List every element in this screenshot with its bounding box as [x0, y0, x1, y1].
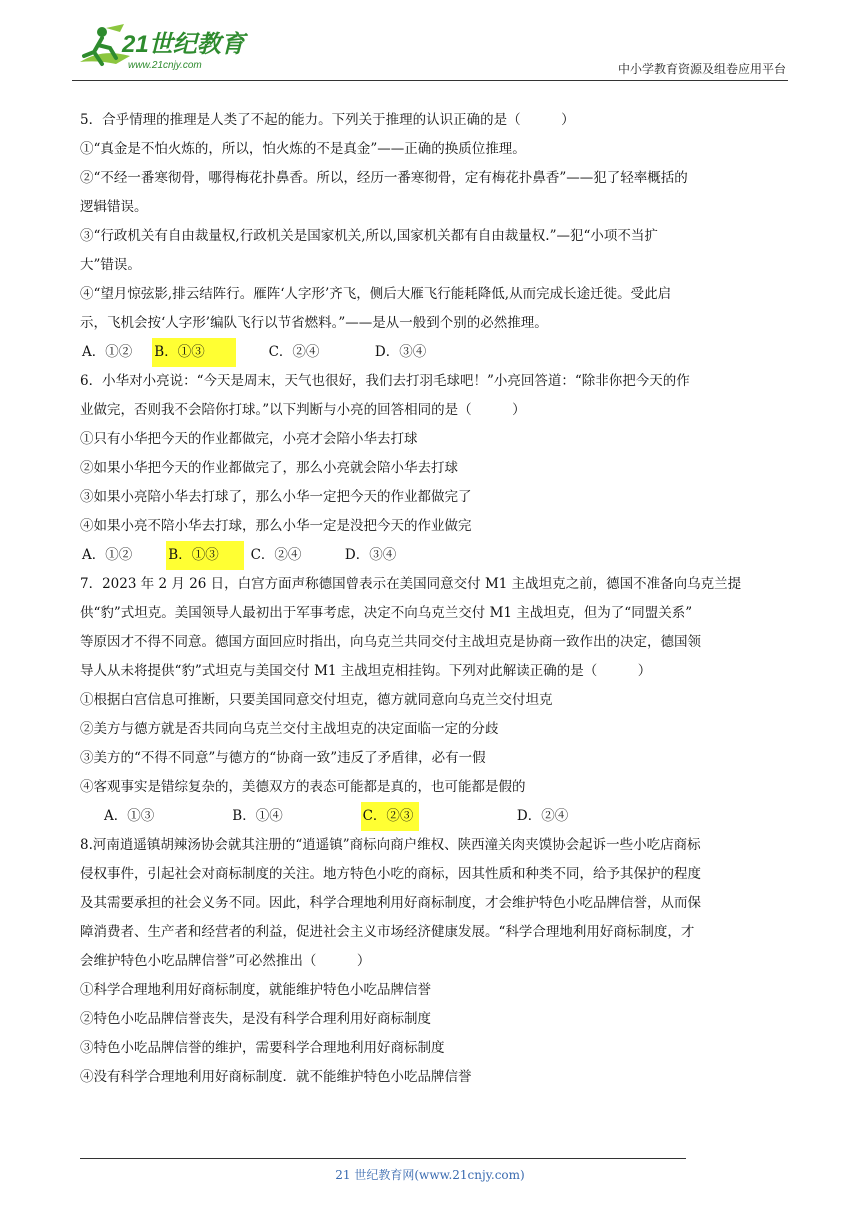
question-stem: 业做完，否则我不会陪你打球。”以下判断与小亮的回答相同的是（ ） [80, 402, 526, 418]
question-stem: 8.河南逍遥镇胡辣汤协会就其注册的“逍遥镇”商标向商户维权、陕西潼关肉夹馍协会起诉一些小吃店商标 [80, 837, 701, 853]
question-stem: 会维护特色小吃品牌信誉”可必然推出（ ） [80, 953, 371, 969]
logo-text: 21世纪教育 [122, 31, 245, 58]
statement: ③“行政机关有自由裁量权,行政机关是国家机关,所以,国家机关都有自由裁量权.”—犯“小项不当扩 [80, 228, 658, 244]
statement: ②特色小吃品牌信誉丧失，是没有科学合理利用好商标制度 [80, 1011, 431, 1027]
statement: ②“不经一番寒彻骨，哪得梅花扑鼻香。所以，经历一番寒彻骨，定有梅花扑鼻香”——犯了轻率概括的 [80, 170, 688, 186]
footer-divider [80, 1158, 686, 1159]
question-stem: 6．小华对小亮说：“今天是周末，天气也很好，我们去打羽毛球吧！”小亮回答道：“除非你把今天的作 [80, 373, 690, 389]
question-stem: 障消费者、生产者和经营者的利益，促进社会主义市场经济健康发展。“科学合理地利用好商标制度，才 [80, 924, 695, 940]
option-a: A．①② [82, 547, 133, 563]
statement: ③特色小吃品牌信誉的维护，需要科学合理地利用好商标制度 [80, 1040, 445, 1056]
statement: ②美方与德方就是否共同向乌克兰交付主战坦克的决定面临一定的分歧 [80, 721, 499, 737]
page-header [72, 18, 788, 82]
statement: ①根据白宫信息可推断，只要美国同意交付坦克，德方就同意向乌克兰交付坦克 [80, 692, 553, 708]
question-6 [80, 367, 792, 570]
question-5 [80, 106, 792, 367]
answer-options [80, 541, 792, 570]
question-stem: 5．合乎情理的推理是人类了不起的能力。下列关于推理的认识正确的是（ ） [80, 112, 575, 128]
statement: 大”错误。 [80, 257, 141, 273]
statement: ④“望月惊弦影,排云结阵行。雁阵‘人字形’齐飞，侧后大雁飞行能耗降低,从而完成长途迁徙。受此启 [80, 286, 672, 302]
option-c: C．②④ [250, 547, 302, 563]
answer-options [80, 338, 792, 367]
question-list [80, 106, 792, 1092]
question-stem: 导人从未将提供“豹”式坦克与美国交付 M1 主战坦克相挂钩。下列对此解读正确的是（ ） [80, 663, 652, 679]
question-stem: 侵权事件，引起社会对商标制度的关注。地方特色小吃的商标，因其性质和种类不同，给予其保护的程度 [80, 866, 701, 882]
question-stem: 等原因才不得不同意。德国方面回应时指出，向乌克兰共同交付主战坦克是协商一致作出的决定，德国领 [80, 634, 701, 650]
option-c-highlighted: C．②③ [361, 802, 419, 831]
option-a: A．①② [82, 344, 133, 360]
statement: 示，飞机会按‘人字形’编队飞行以节省燃料。”——是从一般到个别的必然推理。 [80, 315, 548, 331]
option-b-highlighted: B．①③ [152, 338, 236, 367]
statement: ②如果小华把今天的作业都做完了，那么小亮就会陪小华去打球 [80, 460, 458, 476]
statement: ④客观事实是错综复杂的，美德双方的表态可能都是真的，也可能都是假的 [80, 779, 526, 795]
platform-name: 中小学教育资源及组卷应用平台 [617, 62, 786, 76]
statement: ③美方的“不得不同意”与德方的“协商一致”违反了矛盾律，必有一假 [80, 750, 486, 766]
option-d: D．②④ [516, 808, 569, 824]
statement: ③如果小亮陪小华去打球了，那么小华一定把今天的作业都做完了 [80, 489, 472, 505]
option-c: C．②④ [268, 344, 320, 360]
statement: ①“真金是不怕火炼的，所以，怕火炼的不是真金”——正确的换质位推理。 [80, 141, 526, 157]
answer-options [80, 802, 792, 831]
option-b: B．①④ [232, 808, 283, 824]
statement: ①科学合理地利用好商标制度，就能维护特色小吃品牌信誉 [80, 982, 431, 998]
question-stem: 供“豹”式坦克。美国领导人最初出于军事考虑，决定不向乌克兰交付 M1 主战坦克，但为了“同盟关系” [80, 605, 693, 621]
statement: ①只有小华把今天的作业都做完，小亮才会陪小华去打球 [80, 431, 418, 447]
question-stem: 及其需要承担的社会义务不同。因此，科学合理地利用好商标制度，才会维护特色小吃品牌信誉，从而保 [80, 895, 701, 911]
question-8 [80, 831, 792, 1092]
header-divider [72, 80, 788, 81]
statement: 逻辑错误。 [80, 199, 148, 215]
option-d: D．③④ [374, 344, 427, 360]
option-a: A．①③ [104, 808, 155, 824]
footer-link[interactable]: 21 世纪教育网(www.21cnjy.com) [335, 1168, 525, 1182]
option-b-highlighted: B．①③ [166, 541, 244, 570]
statement: ④没有科学合理地利用好商标制度．就不能维护特色小吃品牌信誉 [80, 1069, 472, 1085]
logo-sub: www.21cnjy.com [128, 60, 202, 71]
option-d: D．③④ [344, 547, 397, 563]
statement: ④如果小亮不陪小华去打球，那么小华一定是没把今天的作业做完 [80, 518, 472, 534]
logo-21cnjy [72, 18, 272, 78]
question-7 [80, 570, 792, 831]
question-stem: 7．2023 年 2 月 26 日，白宫方面声称德国曾表示在美国同意交付 M1 主战坦克之前，德国不准备向乌克兰提 [80, 576, 742, 592]
